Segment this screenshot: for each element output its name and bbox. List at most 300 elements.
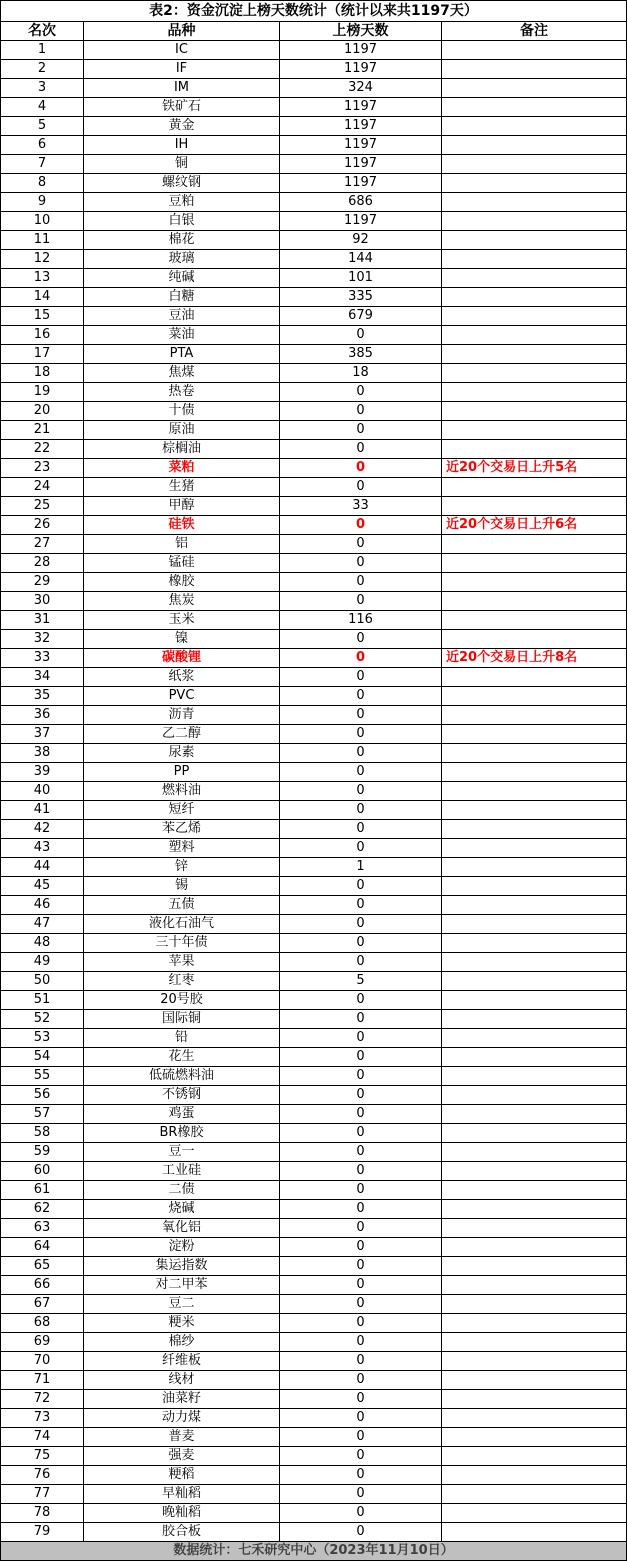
name-cell: 尿素: [84, 744, 280, 763]
note-cell: 近20个交易日上升5名: [442, 459, 627, 478]
rank-cell: 36: [1, 706, 84, 725]
note-cell: [442, 383, 627, 402]
note-cell: [442, 307, 627, 326]
rank-cell: 5: [1, 117, 84, 136]
rank-cell: 38: [1, 744, 84, 763]
note-cell: [442, 231, 627, 250]
name-cell: 棕榈油: [84, 440, 280, 459]
table-row: [1, 269, 627, 288]
days-cell: 0: [280, 402, 442, 421]
days-cell: 0: [280, 1219, 442, 1238]
name-cell: 液化石油气: [84, 915, 280, 934]
table-row: [1, 706, 627, 725]
rank-cell: 26: [1, 516, 84, 535]
table-row: [1, 649, 627, 668]
name-cell: 沥青: [84, 706, 280, 725]
note-cell: [442, 1029, 627, 1048]
name-cell: 菜粕: [84, 459, 280, 478]
rank-cell: 11: [1, 231, 84, 250]
rank-cell: 34: [1, 668, 84, 687]
note-cell: [442, 1181, 627, 1200]
name-cell: 苯乙烯: [84, 820, 280, 839]
days-cell: 1197: [280, 117, 442, 136]
table-row: [1, 1048, 627, 1067]
name-cell: 塑料: [84, 839, 280, 858]
note-cell: [442, 250, 627, 269]
header-days: 上榜天数: [280, 22, 442, 41]
name-cell: 白银: [84, 212, 280, 231]
rank-cell: 72: [1, 1390, 84, 1409]
days-cell: 0: [280, 953, 442, 972]
rank-cell: 16: [1, 326, 84, 345]
table-row: [1, 516, 627, 535]
table-row: [1, 1390, 627, 1409]
days-cell: 1: [280, 858, 442, 877]
table-row: [1, 478, 627, 497]
days-cell: 0: [280, 763, 442, 782]
table-row: [1, 1200, 627, 1219]
table-row: [1, 364, 627, 383]
table-row: [1, 288, 627, 307]
rank-cell: 40: [1, 782, 84, 801]
table-footer-row: [1, 1542, 627, 1561]
table-row: [1, 1504, 627, 1523]
days-cell: 0: [280, 687, 442, 706]
days-cell: 0: [280, 1200, 442, 1219]
name-cell: IH: [84, 136, 280, 155]
note-cell: [442, 79, 627, 98]
days-cell: 0: [280, 1067, 442, 1086]
note-cell: [442, 421, 627, 440]
table-row: [1, 535, 627, 554]
rank-cell: 33: [1, 649, 84, 668]
days-cell: 0: [280, 801, 442, 820]
table-row: [1, 934, 627, 953]
table-row: [1, 763, 627, 782]
name-cell: 低硫燃料油: [84, 1067, 280, 1086]
rank-cell: 20: [1, 402, 84, 421]
table-row: [1, 1371, 627, 1390]
name-cell: 粳米: [84, 1314, 280, 1333]
table-row: [1, 155, 627, 174]
name-cell: 焦煤: [84, 364, 280, 383]
name-cell: 红枣: [84, 972, 280, 991]
rank-cell: 15: [1, 307, 84, 326]
note-cell: [442, 763, 627, 782]
table-row: [1, 136, 627, 155]
rank-cell: 51: [1, 991, 84, 1010]
note-cell: [442, 858, 627, 877]
note-cell: [442, 744, 627, 763]
days-cell: 0: [280, 896, 442, 915]
note-cell: [442, 1086, 627, 1105]
note-cell: [442, 1333, 627, 1352]
note-cell: [442, 1219, 627, 1238]
rank-cell: 55: [1, 1067, 84, 1086]
days-cell: 0: [280, 1181, 442, 1200]
note-cell: [442, 402, 627, 421]
name-cell: 豆油: [84, 307, 280, 326]
rank-cell: 17: [1, 345, 84, 364]
days-cell: 101: [280, 269, 442, 288]
table-row: [1, 1523, 627, 1542]
note-cell: [442, 725, 627, 744]
name-cell: 镍: [84, 630, 280, 649]
note-cell: [442, 155, 627, 174]
days-cell: 0: [280, 839, 442, 858]
rank-cell: 61: [1, 1181, 84, 1200]
name-cell: 硅铁: [84, 516, 280, 535]
rank-cell: 12: [1, 250, 84, 269]
rank-cell: 57: [1, 1105, 84, 1124]
note-cell: [442, 326, 627, 345]
name-cell: 鸡蛋: [84, 1105, 280, 1124]
days-cell: 324: [280, 79, 442, 98]
name-cell: 淀粉: [84, 1238, 280, 1257]
rank-cell: 2: [1, 60, 84, 79]
table-row: [1, 1295, 627, 1314]
table-row: [1, 858, 627, 877]
rank-cell: 6: [1, 136, 84, 155]
note-cell: [442, 592, 627, 611]
name-cell: 锌: [84, 858, 280, 877]
rank-cell: 54: [1, 1048, 84, 1067]
note-cell: [442, 915, 627, 934]
days-cell: 0: [280, 1029, 442, 1048]
days-cell: 0: [280, 326, 442, 345]
table-row: [1, 440, 627, 459]
note-cell: [442, 1276, 627, 1295]
table-row: [1, 554, 627, 573]
days-cell: 1197: [280, 60, 442, 79]
rank-cell: 79: [1, 1523, 84, 1542]
name-cell: 工业硅: [84, 1162, 280, 1181]
days-cell: 0: [280, 915, 442, 934]
days-cell: 1197: [280, 136, 442, 155]
table-row: [1, 402, 627, 421]
table-row: [1, 877, 627, 896]
name-cell: 热卷: [84, 383, 280, 402]
days-cell: 0: [280, 1314, 442, 1333]
table-row: [1, 820, 627, 839]
days-cell: 1197: [280, 155, 442, 174]
note-cell: [442, 345, 627, 364]
days-cell: 0: [280, 1295, 442, 1314]
table-row: [1, 1162, 627, 1181]
days-cell: 0: [280, 991, 442, 1010]
days-cell: 0: [280, 1048, 442, 1067]
rank-cell: 49: [1, 953, 84, 972]
table-row: [1, 1238, 627, 1257]
rank-cell: 73: [1, 1409, 84, 1428]
table-row: [1, 1181, 627, 1200]
header-variety: 品种: [84, 22, 280, 41]
days-cell: 0: [280, 1352, 442, 1371]
rank-cell: 66: [1, 1276, 84, 1295]
name-cell: 纤维板: [84, 1352, 280, 1371]
name-cell: 三十年债: [84, 934, 280, 953]
note-cell: [442, 136, 627, 155]
rank-cell: 8: [1, 174, 84, 193]
table-row: [1, 1029, 627, 1048]
days-cell: 0: [280, 421, 442, 440]
rank-cell: 76: [1, 1466, 84, 1485]
rank-cell: 10: [1, 212, 84, 231]
name-cell: 锰硅: [84, 554, 280, 573]
rank-cell: 44: [1, 858, 84, 877]
days-cell: 144: [280, 250, 442, 269]
table-row: [1, 573, 627, 592]
table-row: [1, 345, 627, 364]
days-cell: 0: [280, 1428, 442, 1447]
table-row: [1, 326, 627, 345]
days-cell: 679: [280, 307, 442, 326]
name-cell: 国际铜: [84, 1010, 280, 1029]
table-row: [1, 1314, 627, 1333]
table-row: [1, 60, 627, 79]
note-cell: [442, 991, 627, 1010]
rank-cell: 19: [1, 383, 84, 402]
name-cell: 玻璃: [84, 250, 280, 269]
name-cell: 油菜籽: [84, 1390, 280, 1409]
table-row: [1, 98, 627, 117]
name-cell: 豆粕: [84, 193, 280, 212]
name-cell: 焦炭: [84, 592, 280, 611]
rank-cell: 4: [1, 98, 84, 117]
note-cell: [442, 1428, 627, 1447]
name-cell: 短纤: [84, 801, 280, 820]
days-cell: 0: [280, 782, 442, 801]
note-cell: [442, 706, 627, 725]
days-cell: 0: [280, 934, 442, 953]
table-row: [1, 1257, 627, 1276]
days-cell: 1197: [280, 41, 442, 60]
note-cell: [442, 98, 627, 117]
rank-cell: 39: [1, 763, 84, 782]
name-cell: 强麦: [84, 1447, 280, 1466]
note-cell: [442, 1485, 627, 1504]
note-cell: [442, 212, 627, 231]
rank-cell: 59: [1, 1143, 84, 1162]
rank-cell: 75: [1, 1447, 84, 1466]
days-cell: 0: [280, 1105, 442, 1124]
table-row: [1, 896, 627, 915]
days-cell: 0: [280, 459, 442, 478]
table-row: [1, 1447, 627, 1466]
rank-cell: 48: [1, 934, 84, 953]
days-cell: 0: [280, 1390, 442, 1409]
rank-cell: 53: [1, 1029, 84, 1048]
rank-cell: 62: [1, 1200, 84, 1219]
name-cell: 烧碱: [84, 1200, 280, 1219]
note-cell: [442, 288, 627, 307]
table-row: [1, 1485, 627, 1504]
days-cell: 0: [280, 668, 442, 687]
note-cell: [442, 573, 627, 592]
table-title: 表2：资金沉淀上榜天数统计（统计以来共1197天）: [1, 1, 627, 22]
note-cell: [442, 440, 627, 459]
rank-cell: 74: [1, 1428, 84, 1447]
rank-cell: 13: [1, 269, 84, 288]
rank-cell: 27: [1, 535, 84, 554]
rank-cell: 65: [1, 1257, 84, 1276]
days-cell: 335: [280, 288, 442, 307]
rank-cell: 23: [1, 459, 84, 478]
name-cell: 生猪: [84, 478, 280, 497]
table-row: [1, 725, 627, 744]
days-cell: 0: [280, 573, 442, 592]
note-cell: [442, 782, 627, 801]
rank-cell: 56: [1, 1086, 84, 1105]
table-row: [1, 611, 627, 630]
table-row: [1, 744, 627, 763]
table-row: [1, 991, 627, 1010]
name-cell: 十债: [84, 402, 280, 421]
rank-cell: 14: [1, 288, 84, 307]
name-cell: 菜油: [84, 326, 280, 345]
table-row: [1, 592, 627, 611]
table-row: [1, 915, 627, 934]
table-row: [1, 839, 627, 858]
days-cell: 0: [280, 706, 442, 725]
name-cell: 纯碱: [84, 269, 280, 288]
rank-cell: 64: [1, 1238, 84, 1257]
note-cell: [442, 1352, 627, 1371]
rank-cell: 68: [1, 1314, 84, 1333]
note-cell: [442, 1200, 627, 1219]
name-cell: 花生: [84, 1048, 280, 1067]
rank-cell: 45: [1, 877, 84, 896]
table-row: [1, 1105, 627, 1124]
note-cell: 近20个交易日上升6名: [442, 516, 627, 535]
note-cell: [442, 820, 627, 839]
table-row: [1, 1428, 627, 1447]
rank-cell: 1: [1, 41, 84, 60]
note-cell: [442, 1466, 627, 1485]
table-row: [1, 953, 627, 972]
note-cell: [442, 1447, 627, 1466]
name-cell: 铜: [84, 155, 280, 174]
rank-cell: 52: [1, 1010, 84, 1029]
table-row: [1, 668, 627, 687]
rank-cell: 28: [1, 554, 84, 573]
days-cell: 0: [280, 1124, 442, 1143]
table-row: [1, 630, 627, 649]
name-cell: BR橡胶: [84, 1124, 280, 1143]
rank-cell: 71: [1, 1371, 84, 1390]
days-cell: 116: [280, 611, 442, 630]
days-cell: 0: [280, 1523, 442, 1542]
days-cell: 1197: [280, 174, 442, 193]
note-cell: [442, 934, 627, 953]
days-cell: 0: [280, 1010, 442, 1029]
note-cell: [442, 630, 627, 649]
days-cell: 0: [280, 1257, 442, 1276]
days-cell: 92: [280, 231, 442, 250]
table-row: [1, 459, 627, 478]
rank-cell: 60: [1, 1162, 84, 1181]
table-row: [1, 497, 627, 516]
table-row: [1, 1086, 627, 1105]
days-cell: 0: [280, 744, 442, 763]
note-cell: [442, 535, 627, 554]
name-cell: 乙二醇: [84, 725, 280, 744]
name-cell: 铅: [84, 1029, 280, 1048]
rank-cell: 24: [1, 478, 84, 497]
days-cell: 0: [280, 1447, 442, 1466]
note-cell: [442, 1314, 627, 1333]
note-cell: [442, 1257, 627, 1276]
name-cell: 棉花: [84, 231, 280, 250]
header-rank: 名次: [1, 22, 84, 41]
days-cell: 0: [280, 535, 442, 554]
rank-cell: 47: [1, 915, 84, 934]
table-row: [1, 1010, 627, 1029]
name-cell: 纸浆: [84, 668, 280, 687]
days-cell: 0: [280, 1371, 442, 1390]
table-row: [1, 1219, 627, 1238]
rank-cell: 42: [1, 820, 84, 839]
days-cell: 0: [280, 725, 442, 744]
name-cell: 早籼稻: [84, 1485, 280, 1504]
name-cell: PVC: [84, 687, 280, 706]
rank-cell: 50: [1, 972, 84, 991]
days-cell: 18: [280, 364, 442, 383]
note-cell: [442, 41, 627, 60]
name-cell: 苹果: [84, 953, 280, 972]
table-row: [1, 1409, 627, 1428]
days-cell: 0: [280, 630, 442, 649]
note-cell: [442, 801, 627, 820]
days-cell: 0: [280, 1466, 442, 1485]
days-cell: 0: [280, 1333, 442, 1352]
rank-cell: 9: [1, 193, 84, 212]
note-cell: [442, 896, 627, 915]
note-cell: [442, 269, 627, 288]
name-cell: 粳稻: [84, 1466, 280, 1485]
rank-cell: 58: [1, 1124, 84, 1143]
rank-cell: 63: [1, 1219, 84, 1238]
days-cell: 0: [280, 649, 442, 668]
days-cell: 0: [280, 1143, 442, 1162]
rank-cell: 7: [1, 155, 84, 174]
name-cell: 锡: [84, 877, 280, 896]
note-cell: [442, 1067, 627, 1086]
table-row: [1, 801, 627, 820]
rank-cell: 46: [1, 896, 84, 915]
rank-cell: 69: [1, 1333, 84, 1352]
days-cell: 0: [280, 554, 442, 573]
name-cell: 集运指数: [84, 1257, 280, 1276]
note-cell: [442, 1371, 627, 1390]
note-cell: [442, 1409, 627, 1428]
rank-cell: 41: [1, 801, 84, 820]
name-cell: 橡胶: [84, 573, 280, 592]
rank-cell: 25: [1, 497, 84, 516]
name-cell: 对二甲苯: [84, 1276, 280, 1295]
rank-cell: 43: [1, 839, 84, 858]
name-cell: 普麦: [84, 1428, 280, 1447]
name-cell: 螺纹钢: [84, 174, 280, 193]
days-cell: 0: [280, 1086, 442, 1105]
days-cell: 1197: [280, 98, 442, 117]
name-cell: PTA: [84, 345, 280, 364]
rank-cell: 70: [1, 1352, 84, 1371]
days-cell: 0: [280, 1238, 442, 1257]
name-cell: 棉纱: [84, 1333, 280, 1352]
table-row: [1, 117, 627, 136]
table-row: [1, 1333, 627, 1352]
